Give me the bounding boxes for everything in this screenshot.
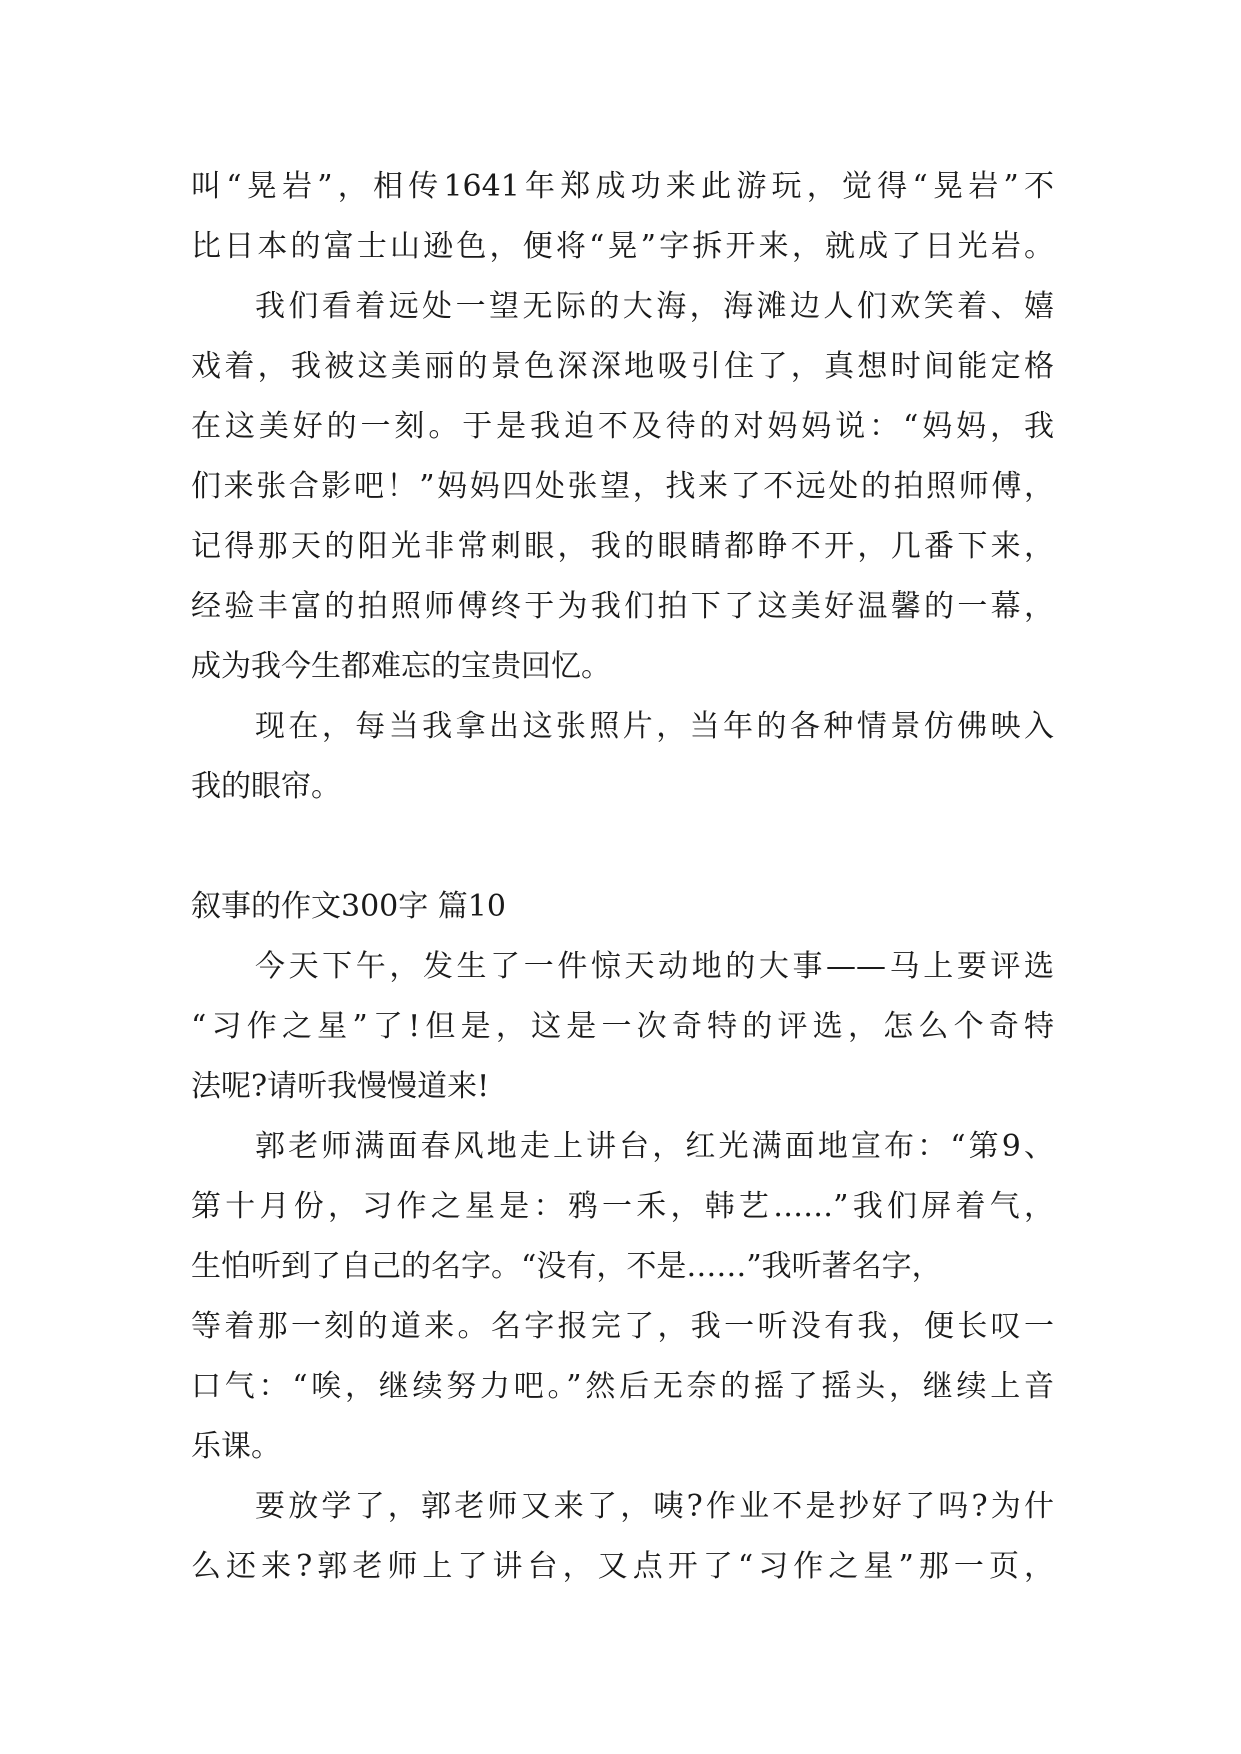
paragraph-start-line: 今天下午，发生了一件惊天动地的大事——马上要评选 <box>255 949 1054 984</box>
text-line: 戏着，我被这美丽的景色深深地吸引住了，真想时间能定格 <box>191 349 1054 384</box>
text-line: 经验丰富的拍照师傅终于为我们拍下了这美好温馨的一幕， <box>191 589 1054 624</box>
text-line: 叫“晃岩”，相传1641年郑成功来此游玩，觉得“晃岩”不 <box>191 169 1054 204</box>
section-heading: 叙事的作文300字 篇10 <box>191 889 506 924</box>
text-line: 第十月份，习作之星是：鸦一禾，韩艺……”我们屏着气， <box>191 1189 1054 1224</box>
text-line: 在这美好的一刻。于是我迫不及待的对妈妈说：“妈妈，我 <box>191 409 1054 444</box>
text-line: 我的眼帘。 <box>191 769 341 804</box>
document-body <box>191 157 1054 1597</box>
text-line: 们来张合影吧！”妈妈四处张望，找来了不远处的拍照师傅， <box>191 469 1054 504</box>
text-line: 法呢?请听我慢慢道来! <box>191 1069 490 1104</box>
paragraph-start-line: 现在，每当我拿出这张照片，当年的各种情景仿佛映入 <box>255 709 1054 744</box>
text-line: 生怕听到了自己的名字。“没有，不是……”我听著名字， <box>191 1249 942 1284</box>
text-line: 等着那一刻的道来。名字报完了，我一听没有我，便长叹一 <box>191 1309 1054 1344</box>
text-line: 记得那天的阳光非常刺眼，我的眼睛都睁不开，几番下来， <box>191 529 1054 564</box>
paragraph-start-line: 我们看着远处一望无际的大海，海滩边人们欢笑着、嬉 <box>255 289 1054 324</box>
text-line: 乐课。 <box>191 1429 281 1464</box>
paragraph-start-line: 郭老师满面春风地走上讲台，红光满面地宣布：“第9、 <box>255 1129 1054 1164</box>
section-gap <box>191 817 1054 877</box>
text-line: 口气：“唉，继续努力吧。”然后无奈的摇了摇头，继续上音 <box>191 1369 1054 1404</box>
text-line: 么还来?郭老师上了讲台，又点开了“习作之星”那一页， <box>191 1549 1054 1584</box>
text-line: “习作之星”了!但是，这是一次奇特的评选，怎么个奇特 <box>191 1009 1054 1044</box>
paragraph-start-line: 要放学了，郭老师又来了，咦?作业不是抄好了吗?为什 <box>255 1489 1054 1524</box>
text-line: 比日本的富士山逊色，便将“晃”字拆开来，就成了日光岩。 <box>191 229 1054 264</box>
text-line: 成为我今生都难忘的宝贵回忆。 <box>191 649 611 684</box>
